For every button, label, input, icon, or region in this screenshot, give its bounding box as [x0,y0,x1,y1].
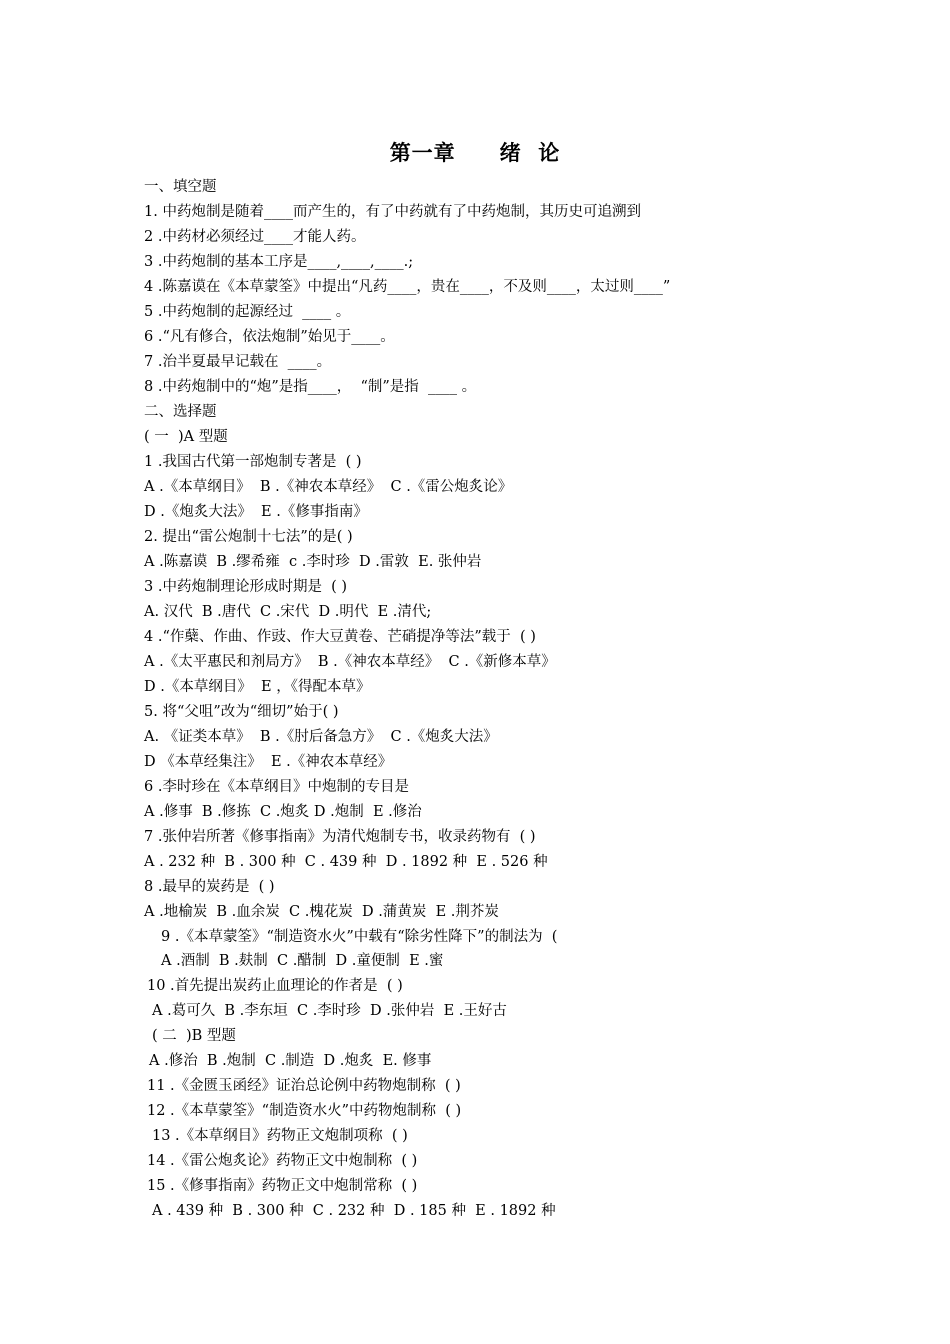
question-line: 9 .《本草蒙筌》“制造资水火”中载有“除劣性降下”的制法为 ( [161,929,558,945]
options-line: A .修治 B .炮制 C .制造 D .炮炙 E. 修事 [149,1053,432,1069]
question-line: 7 .张仲岩所著《修事指南》为清代炮制专书，收录药物有 ( ) [144,829,536,845]
question-line: 12 .《本草蒙筌》“制造资水火”中药物炮制称 ( ) [147,1103,462,1119]
question-line: 1. 中药炮制是随着____而产生的，有了中药就有了中药炮制，其历史可追溯到 [144,204,641,220]
options-line: A .修事 B .修拣 C .炮炙 D .炮制 E .修治 [144,804,422,820]
options-line: A .葛可久 B .李东垣 C .李时珍 D .张仲岩 E .王好古 [152,1003,507,1019]
question-line: 2 .中药材必须经过____才能人药。 [144,229,366,245]
options-line: A .地榆炭 B .血余炭 C .槐花炭 D .蒲黄炭 E .荆芥炭 [144,904,499,920]
options-line: A .《本草纲目》 B .《神农本草经》 C .《雷公炮炙论》 [144,479,513,495]
subsection-heading-b-type: ( 二 )B 型题 [152,1028,236,1044]
question-line: 1 .我国古代第一部炮制专著是 ( ) [144,454,362,470]
question-line: 3 .中药炮制理论形成时期是 ( ) [144,579,348,595]
question-line: 11 .《金匮玉函经》证治总论例中药物炮制称 ( ) [147,1078,461,1094]
options-line: D .《炮炙大法》 E .《修事指南》 [144,504,368,520]
options-line: A . 439 种 B . 300 种 C . 232 种 D . 185 种 E . 1892 种 [152,1203,556,1219]
question-line: 13 .《本草纲目》药物正文炮制项称 ( ) [152,1128,408,1144]
question-line: 14 .《雷公炮炙论》药物正文中炮制称 ( ) [147,1153,418,1169]
question-line: 5. 将“父咀”改为“细切”始于( ) [144,704,339,720]
question-line: 7 .治半夏最早记载在 ____。 [144,354,332,370]
options-line: A .酒制 B .麸制 C .醋制 D .童便制 E .蜜 [161,953,444,969]
question-line: 6 .李时珍在《本草纲目》中炮制的专目是 [144,779,409,795]
question-line: 3 .中药炮制的基本工序是____,____,____.; [144,254,414,270]
question-line: 8 .最早的炭药是 ( ) [144,879,275,895]
options-line: A .陈嘉谟 B .缪希雍 c .李时珍 D .雷敦 E. 张仲岩 [144,554,482,570]
question-line: 2. 提出“雷公炮制十七法”的是( ) [144,529,353,545]
question-line: 15 .《修事指南》药物正文中炮制常称 ( ) [147,1178,418,1194]
question-line: 5 .中药炮制的起源经过 ____ 。 [144,304,351,320]
question-line: 4 .“作蘖、作曲、作豉、作大豆黄卷、芒硝提净等法”载于 ( ) [144,629,536,645]
chapter-title: 第一章 绪 论 [389,140,561,165]
options-line: A . 232 种 B . 300 种 C . 439 种 D . 1892 种 E . 526 种 [144,854,548,870]
options-line: A. 《证类本草》 B .《肘后备急方》 C .《炮炙大法》 [144,729,498,745]
subsection-heading-a-type: ( 一 )A 型题 [144,429,228,445]
question-line: 4 .陈嘉谟在《本草蒙筌》中提出“凡药____，贵在____，不及则____，太过则____” [144,279,671,295]
question-line: 8 .中药炮制中的“炮”是指____， “制”是指 ____ 。 [144,379,477,395]
options-line: A. 汉代 B .唐代 C .宋代 D .明代 E .清代; [144,604,432,620]
options-line: D .《本草纲目》 E ，《得配本草》 [144,679,371,695]
section-heading-choice: 二、选择题 [144,404,217,420]
question-line: 6 .“凡有修合，依法炮制”始见于____。 [144,329,395,345]
options-line: D 《本草经集注》 E .《神农本草经》 [144,754,393,770]
options-line: A .《太平惠民和剂局方》 B .《神农本草经》 C .《新修本草》 [144,654,556,670]
section-heading-fill-in: 一、填空题 [144,179,217,195]
question-line: 10 .首先提出炭药止血理论的作者是 ( ) [147,978,403,994]
